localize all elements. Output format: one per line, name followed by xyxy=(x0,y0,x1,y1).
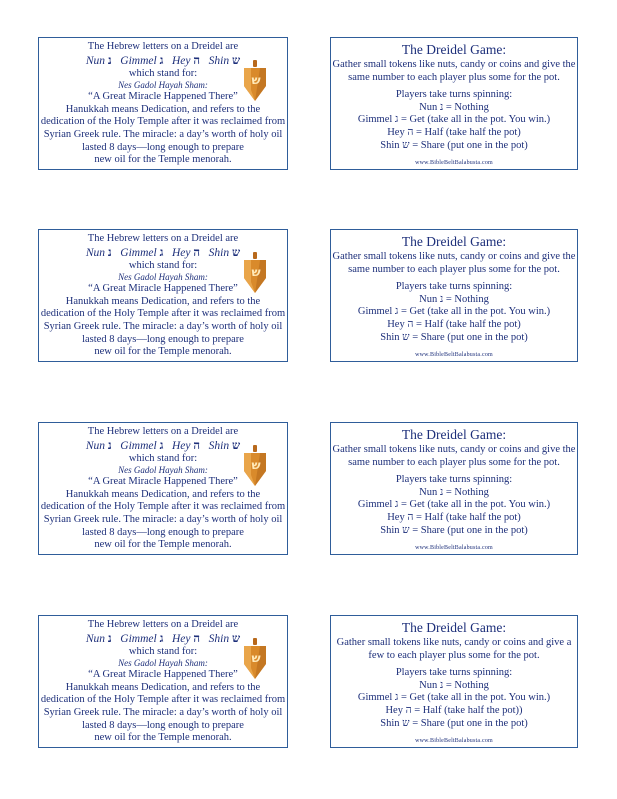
rule-shin: Shin ש = Share (put one in the pot) xyxy=(380,331,528,343)
card-intro: The Hebrew letters on a Dreidel are xyxy=(87,619,239,630)
game-title: The Dreidel Game: xyxy=(401,234,507,249)
dreidel-icon xyxy=(239,638,271,680)
rule-hey: Hey ה = Half (take half the pot) xyxy=(387,318,521,330)
game-intro-line: few to each player plus some for the pot. xyxy=(368,649,540,661)
body-line: Syrian Greek rule. The miracle: a day’s worth of holy oil xyxy=(43,706,283,718)
dreidel-icon xyxy=(239,60,271,102)
stand-for-text: which stand for: xyxy=(128,259,198,271)
rule-shin: Shin ש = Share (put one in the pot) xyxy=(380,139,528,151)
rule-hey: Hey ה = Half (take half the pot) xyxy=(387,511,521,523)
rule-nun: Nun נ = Nothing xyxy=(419,101,489,113)
body-line: dedication of the Holy Temple after it was reclaimed from xyxy=(40,694,286,706)
stand-for-text: which stand for: xyxy=(128,67,198,79)
body-line: lasted 8 days—long enough to prepare xyxy=(82,526,244,538)
website-link[interactable]: www.BibleBeltBalabusta.com xyxy=(415,352,493,359)
dreidel-icon xyxy=(239,252,271,294)
phrase-translation: “A Great Miracle Happened There” xyxy=(88,91,238,103)
game-intro-line: same number to each player plus some for the pot. xyxy=(348,71,560,83)
letter-hey: Hey ה xyxy=(172,439,201,452)
turns-text: Players take turns spinning: xyxy=(395,281,513,293)
body-line: Syrian Greek rule. The miracle: a day’s worth of holy oil xyxy=(43,513,283,525)
body-line: Hanukkah means Dedication, and refers to the xyxy=(65,295,261,307)
dreidel-letter: ש xyxy=(251,651,261,665)
body-line: Hanukkah means Dedication, and refers to the xyxy=(65,488,261,500)
dreidel-letter: ש xyxy=(251,265,261,279)
game-intro-line: same number to each player plus some for the pot. xyxy=(348,263,560,275)
website-link[interactable]: www.BibleBeltBalabusta.com xyxy=(415,738,493,745)
letter-shin: Shin ש xyxy=(208,54,241,67)
rule-gimmel: Gimmel ג = Get (take all in the pot. You win.) xyxy=(357,306,551,318)
body-line: lasted 8 days—long enough to prepare xyxy=(82,141,244,153)
dreidel-letter: ש xyxy=(251,458,261,472)
body-line: new oil for the Temple menorah. xyxy=(94,732,232,744)
dreidel-icon xyxy=(239,445,271,487)
rule-gimmel: Gimmel ג = Get (take all in the pot. You win.) xyxy=(357,692,551,704)
hebrew-phrase: Nes Gadol Hayah Sham: xyxy=(118,80,208,91)
body-line: lasted 8 days—long enough to prepare xyxy=(82,333,244,345)
turns-text: Players take turns spinning: xyxy=(395,474,513,486)
hebrew-phrase: Nes Gadol Hayah Sham: xyxy=(118,272,208,283)
letter-nun: Nun נ xyxy=(85,439,112,452)
stand-for-text: which stand for: xyxy=(128,645,198,657)
letter-hey: Hey ה xyxy=(172,246,201,259)
letter-gimmel: Gimmel ג xyxy=(120,439,164,452)
card-intro: The Hebrew letters on a Dreidel are xyxy=(87,233,239,244)
card-intro: The Hebrew letters on a Dreidel are xyxy=(87,41,239,52)
rule-nun: Nun נ = Nothing xyxy=(419,679,489,691)
letter-hey: Hey ה xyxy=(172,54,201,67)
body-line: Syrian Greek rule. The miracle: a day’s worth of holy oil xyxy=(43,128,283,140)
dreidel-letter: ש xyxy=(251,73,261,87)
game-intro-line: Gather small tokens like nuts, candy or coins and give the xyxy=(332,444,576,455)
dreidel-game-card xyxy=(330,37,578,170)
letter-shin: Shin ש xyxy=(208,439,241,452)
hebrew-phrase: Nes Gadol Hayah Sham: xyxy=(118,465,208,476)
body-line: new oil for the Temple menorah. xyxy=(94,154,232,166)
phrase-translation: “A Great Miracle Happened There” xyxy=(88,476,238,488)
turns-text: Players take turns spinning: xyxy=(395,667,513,679)
body-line: dedication of the Holy Temple after it was reclaimed from xyxy=(40,308,286,320)
letter-shin: Shin ש xyxy=(208,246,241,259)
body-line: new oil for the Temple menorah. xyxy=(94,346,232,358)
phrase-translation: “A Great Miracle Happened There” xyxy=(88,283,238,295)
rule-shin: Shin ש = Share (put one in the pot) xyxy=(380,717,528,729)
game-intro-line: Gather small tokens like nuts, candy or coins and give the xyxy=(332,59,576,70)
letter-shin: Shin ש xyxy=(208,632,241,645)
dreidel-game-card xyxy=(330,229,578,362)
rule-hey: Hey ה = Half (take half the pot)) xyxy=(385,704,523,716)
letter-gimmel: Gimmel ג xyxy=(120,54,164,67)
game-title: The Dreidel Game: xyxy=(401,42,507,57)
letter-gimmel: Gimmel ג xyxy=(120,246,164,259)
website-link[interactable]: www.BibleBeltBalabusta.com xyxy=(415,545,493,552)
rule-nun: Nun נ = Nothing xyxy=(419,486,489,498)
game-intro-line: same number to each player plus some for the pot. xyxy=(348,456,560,468)
body-line: dedication of the Holy Temple after it was reclaimed from xyxy=(40,501,286,513)
body-line: Hanukkah means Dedication, and refers to the xyxy=(65,103,261,115)
game-title: The Dreidel Game: xyxy=(401,620,507,635)
game-intro-line: Gather small tokens like nuts, candy or coins and give a xyxy=(336,637,572,648)
hebrew-phrase: Nes Gadol Hayah Sham: xyxy=(118,658,208,669)
letter-gimmel: Gimmel ג xyxy=(120,632,164,645)
rule-nun: Nun נ = Nothing xyxy=(419,293,489,305)
dreidel-info-card xyxy=(38,615,288,748)
body-line: Syrian Greek rule. The miracle: a day’s worth of holy oil xyxy=(43,320,283,332)
body-line: lasted 8 days—long enough to prepare xyxy=(82,719,244,731)
game-intro-line: Gather small tokens like nuts, candy or coins and give the xyxy=(332,251,576,262)
dreidel-game-card xyxy=(330,615,578,748)
phrase-translation: “A Great Miracle Happened There” xyxy=(88,669,238,681)
dreidel-info-card xyxy=(38,229,288,362)
rule-gimmel: Gimmel ג = Get (take all in the pot. You win.) xyxy=(357,499,551,511)
letter-nun: Nun נ xyxy=(85,246,112,259)
website-link[interactable]: www.BibleBeltBalabusta.com xyxy=(415,160,493,167)
stand-for-text: which stand for: xyxy=(128,452,198,464)
rule-gimmel: Gimmel ג = Get (take all in the pot. You win.) xyxy=(357,114,551,126)
turns-text: Players take turns spinning: xyxy=(395,89,513,101)
rule-hey: Hey ה = Half (take half the pot) xyxy=(387,126,521,138)
body-line: dedication of the Holy Temple after it was reclaimed from xyxy=(40,116,286,128)
rule-shin: Shin ש = Share (put one in the pot) xyxy=(380,524,528,536)
card-intro: The Hebrew letters on a Dreidel are xyxy=(87,426,239,437)
body-line: Hanukkah means Dedication, and refers to the xyxy=(65,681,261,693)
game-title: The Dreidel Game: xyxy=(401,427,507,442)
dreidel-info-card xyxy=(38,422,288,555)
letter-nun: Nun נ xyxy=(85,632,112,645)
body-line: new oil for the Temple menorah. xyxy=(94,539,232,551)
letter-hey: Hey ה xyxy=(172,632,201,645)
dreidel-game-card xyxy=(330,422,578,555)
dreidel-info-card xyxy=(38,37,288,170)
letter-nun: Nun נ xyxy=(85,54,112,67)
